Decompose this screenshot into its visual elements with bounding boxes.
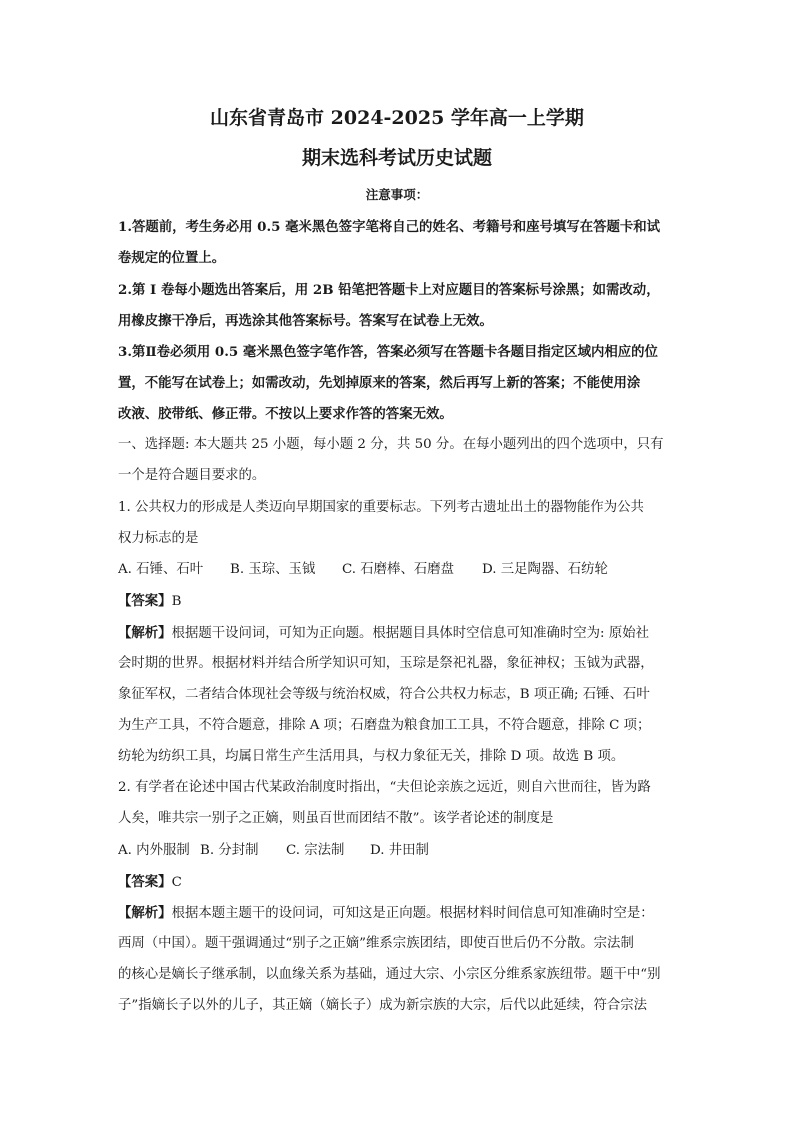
q2-answer-tag: 【答案】 [118, 874, 172, 890]
q1-analysis-line3: 象征军权，二者结合体现社会等级与统治权威，符合公共权力标志，B 项正确; 石锤、石叶 [118, 687, 650, 702]
q1-option-d: D. 三足陶器、石纺轮 [482, 562, 608, 577]
q1-option-a: A. 石锤、石叶 [118, 562, 204, 577]
notice-heading: 注意事项： [365, 187, 429, 202]
q1-stem-line2: 权力标志的是 [118, 531, 199, 546]
q1-answer-value: B [171, 594, 182, 609]
exam-title-line1: 山东省青岛市 2024-2025 学年高一上学期 [210, 107, 584, 129]
section-heading-line1: 一、选择题: 本大题共 25 小题，每小题 2 分，共 50 分。在每小题列出的四个选项中，只有 [118, 437, 664, 452]
q2-options [118, 842, 678, 860]
q2-option-d: D. 井田制 [370, 843, 429, 858]
q1-stem-line1: 1. 公共权力的形成是人类迈向早期国家的重要标志。下列考古遗址出土的器物能作为公共 [118, 500, 644, 515]
exam-title-line2: 期末选科考试历史试题 [301, 147, 492, 169]
q2-analysis-line2: 西周（中国）。题干强调通过“别子之正嫡”维系宗族团结，即使百世后仍不分散。宗法制 [118, 936, 634, 951]
q1-option-b: B. 玉琮、玉钺 [230, 562, 316, 577]
q2-stem-line2: 人矣，唯共宗一别子之正嫡，则虽百世而团结不散”。该学者论述的制度是 [118, 811, 554, 826]
q1-analysis-line2: 会时期的世界。根据材料并结合所学知识可知，玉琮是祭祀礼器，象征神权；玉钺为武器， [118, 656, 654, 671]
q2-stem-line1: 2. 有学者在论述中国古代某政治制度时指出，“夫但论亲族之远近，则自六世而往，皆为路 [118, 780, 651, 795]
q2-analysis-text: 根据本题主题干的设问词，可知这是正向题。根据材料时间信息可知准确时空是： [171, 906, 654, 921]
notice-item-3-line2: 置，不能写在试卷上；如需改动，先划掉原来的答案，然后再写上新的答案；不能使用涂 [118, 375, 641, 391]
q1-answer-tag: 【答案】 [118, 593, 172, 609]
q2-analysis-line1 [118, 904, 678, 923]
q1-analysis-line4: 为生产工具，不符合题意，排除 A 项；石磨盘为粮食加工工具，不符合题意，排除 C 项； [118, 718, 651, 733]
q2-analysis-line4: 子”指嫡长子以外的儿子，其正嫡（嫡长子）成为新宗族的大宗，后代以此延续，符合宗法 [118, 998, 648, 1013]
q2-answer-value: C [171, 875, 182, 890]
notice-item-3-line3: 改液、胶带纸、修正带。不按以上要求作答的答案无效。 [118, 406, 453, 422]
q2-option-a: A. 内外服制 [118, 843, 190, 858]
section-heading-line2: 一个是符合题目要求的。 [118, 468, 266, 483]
q2-option-c: C. 宗法制 [286, 843, 345, 858]
q1-analysis-tag: 【解析】 [118, 625, 172, 641]
q2-option-b: B. 分封制 [200, 843, 259, 858]
q1-option-c: C. 石磨棒、石磨盘 [342, 562, 455, 577]
q1-options [118, 561, 678, 579]
notice-item-1-line2: 卷规定的位置上。 [118, 250, 226, 266]
q2-analysis-tag: 【解析】 [118, 905, 172, 921]
q1-analysis-line5: 纺轮为纺织工具，均属日常生产生活用具，与权力象征无关，排除 D 项。故选 B 项。 [118, 749, 625, 764]
notice-item-2-line2: 用橡皮擦干净后，再选涂其他答案标号。答案写在试卷上无效。 [118, 313, 493, 329]
q1-analysis-line1 [118, 624, 678, 643]
notice-item-2-line1: 2.第 I 卷每小题选出答案后，用 2B 铅笔把答题卡上对应题目的答案标号涂黑；如需改动， [118, 282, 660, 298]
notice-item-3-line1: 3.第Ⅱ卷必须用 0.5 毫米黑色签字笔作答，答案必须写在答题卡各题目指定区域内相应的位 [118, 344, 658, 360]
notice-item-1-line1: 1.答题前，考生务必用 0.5 毫米黑色签字笔将自己的姓名、考籍号和座号填写在答题卡和试 [118, 219, 661, 235]
q1-answer [118, 592, 678, 611]
q1-analysis-text: 根据题干设问词，可知为正向题。根据题目具体时空信息可知准确时空为: 原始社 [171, 626, 649, 641]
q2-analysis-line3: 的核心是嫡长子继承制，以血缘关系为基础，通过大宗、小宗区分维系家族纽带。题干中“别 [118, 967, 661, 982]
q2-answer [118, 873, 678, 892]
